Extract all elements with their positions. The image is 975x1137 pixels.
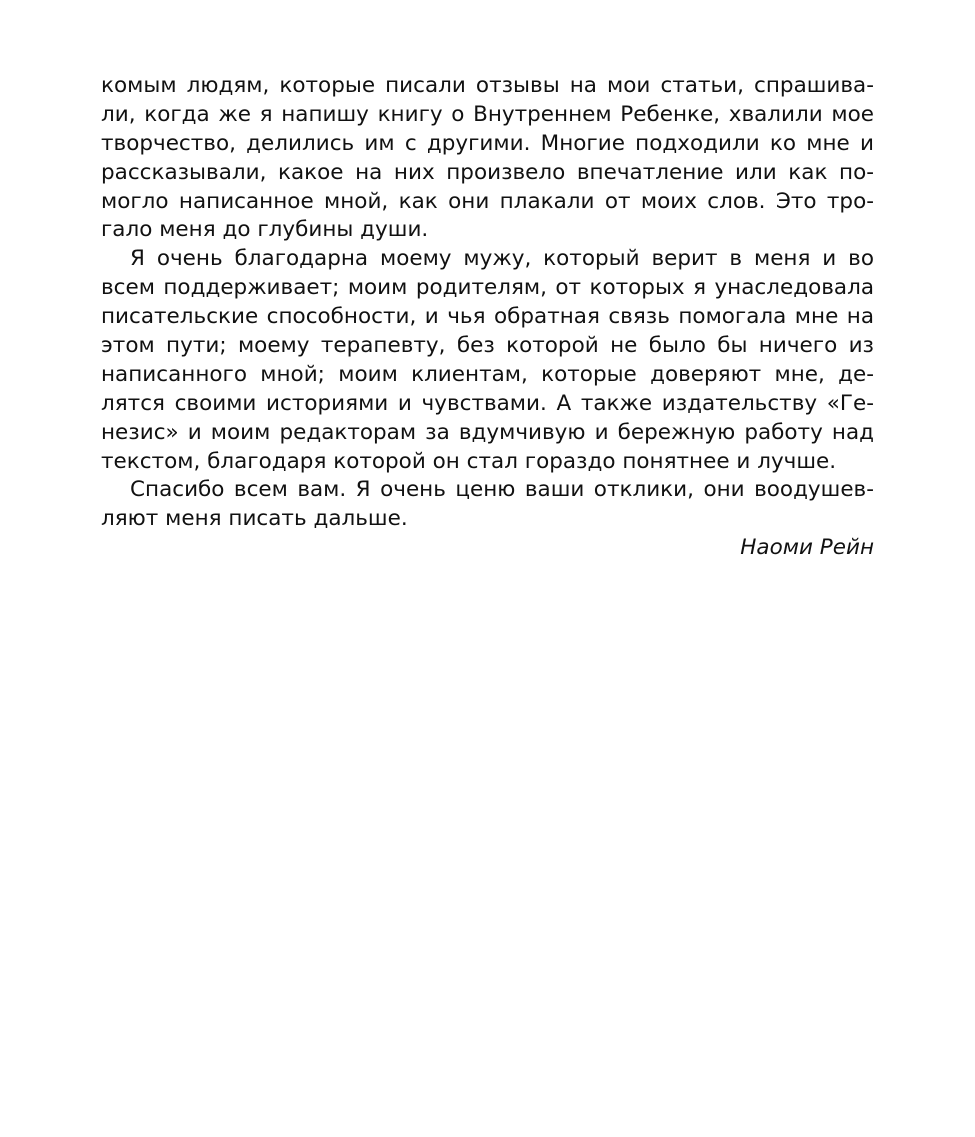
text-line: написанного мной; моим клиентам, которые доверяют мне, де-	[101, 361, 874, 387]
page-body	[101, 72, 874, 563]
text-line: всем поддерживает; моим родителям, от которых я унаследовала	[101, 275, 874, 301]
text-line: творчество, делились им с другими. Многие подходили ко мне и	[101, 130, 874, 156]
text-line: Я очень благодарна моему мужу, который верит в меня и во	[130, 246, 874, 272]
text-line: этом пути; моему терапевту, без которой не было бы ничего из	[101, 333, 874, 359]
text-line: текстом, благодаря которой он стал гораздо понятнее и лучше.	[101, 448, 837, 474]
text-line: гало меня до глубины души.	[101, 217, 429, 243]
paragraph-1	[101, 72, 874, 245]
paragraph-2	[101, 245, 874, 476]
text-line: писательские способности, и чья обратная связь помогала мне на	[101, 304, 874, 330]
paragraph-3	[101, 476, 874, 534]
text-line: ли, когда же я напишу книгу о Внутреннем Ребенке, хвалили мое	[101, 101, 874, 127]
text-line: лятся своими историями и чувствами. А также издательству «Ге-	[101, 390, 874, 416]
text-line: могло написанное мной, как они плакали от моих слов. Это тро-	[101, 188, 874, 214]
text-line: ляют меня писать дальше.	[101, 506, 408, 532]
text-line: рассказывали, какое на них произвело впечатление или как по-	[101, 159, 874, 185]
author-signature: Наоми Рейн	[740, 535, 874, 561]
text-line: незис» и моим редакторам за вдумчивую и бережную работу над	[101, 419, 874, 445]
text-line: Спасибо всем вам. Я очень ценю ваши отклики, они воодушев-	[130, 477, 874, 503]
text-line: комым людям, которые писали отзывы на мои статьи, спрашива-	[101, 73, 874, 98]
